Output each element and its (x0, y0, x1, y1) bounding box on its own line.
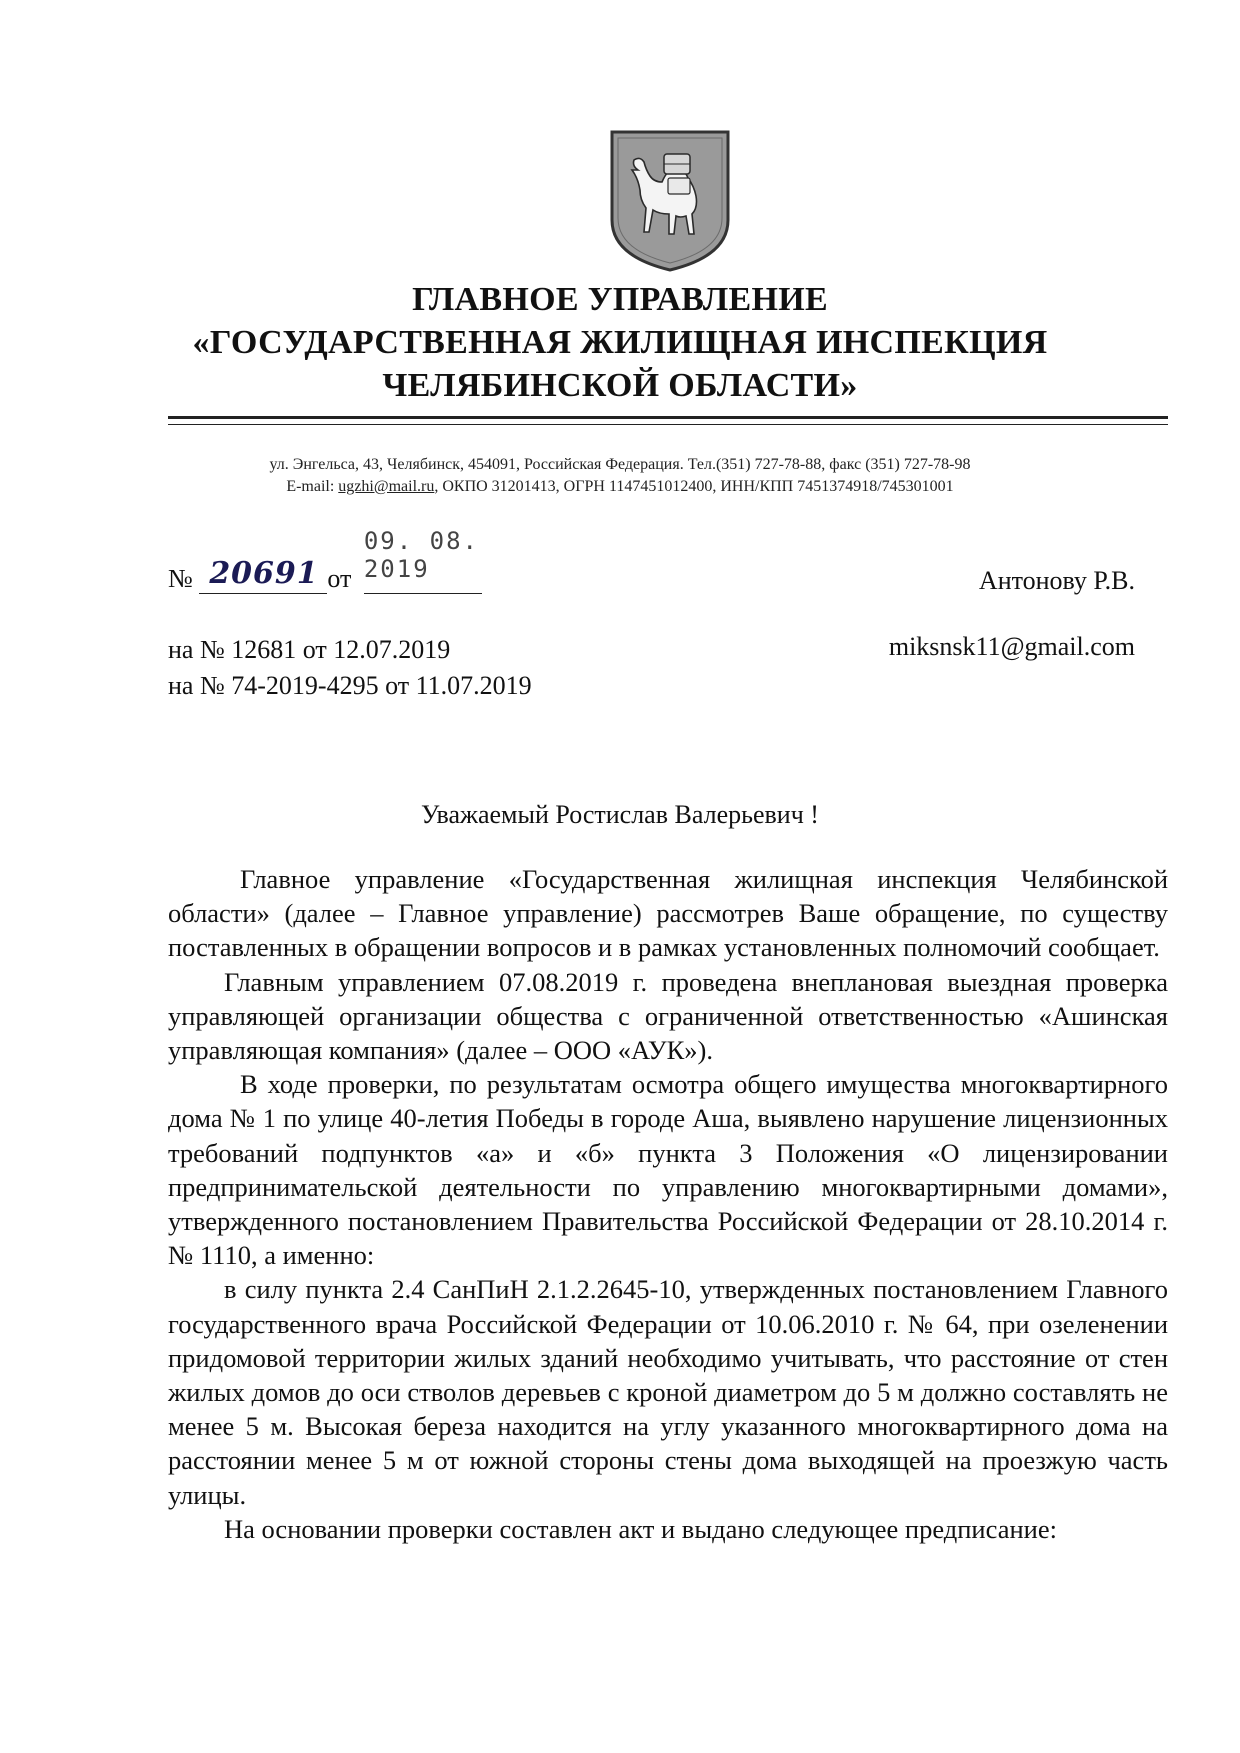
body-paragraph: Главное управление «Государственная жилищная инспекция Челябинской области» (далее – Главное управление) рассмотрев Ваше обращение, по существу поставленных в обращении вопросов и в рамках установленных полномочий сообщает. (168, 864, 1168, 963)
org-email-link[interactable]: ugzhi@mail.ru (338, 478, 435, 495)
handwritten-number: 20691 (209, 556, 319, 591)
requisites-text: , ОКПО 31201413, ОГРН 1147451012400, ИНН/КПП 7451374918/745301001 (434, 478, 954, 495)
date-label: от (327, 564, 352, 593)
requisites-line (0, 476, 1240, 498)
body-paragraph: Главным управлением 07.08.2019 г. проведена внеплановая выездная проверка управляющей организации общества с ограниченной ответственностью «Ашинская управляющая компания» (далее – ООО «АУК»). (168, 966, 1168, 1066)
recipient-email: miksnsk11@gmail.com (888, 632, 1135, 661)
recipient-name: Антонову Р.В. (978, 566, 1135, 595)
email-prefix: E-mail: (286, 478, 339, 495)
org-title-line-2: «ГОСУДАРСТВЕННАЯ ЖИЛИЩНАЯ ИНСПЕКЦИЯ (192, 324, 1048, 361)
date-stamp: 09. 08. 2019 (363, 527, 479, 583)
greeting: Уважаемый Ростислав Валерьевич ! (421, 800, 819, 829)
org-title-line-1: ГЛАВНОЕ УПРАВЛЕНИЕ (412, 281, 828, 318)
body-paragraph: На основании проверки составлен акт и выдано следующее предписание: (224, 1513, 1057, 1544)
letter-body (168, 862, 1168, 1546)
reference-item: на № 12681 от 12.07.2019 (168, 635, 451, 664)
contact-block (0, 454, 1240, 498)
body-paragraph: в силу пункта 2.4 СанПиН 2.1.2.2645-10, утвержденных постановлением Главного государственного врача Российской Федерации от 10.06.2010 г. № 64, при озеленении придомовой территории жилых зданий необходимо учитывать, что расстояние от стен жилых домов до оси стволов деревьев с кроной диаметром до 5 м должно составлять не менее 5 м. Высокая береза находится на углу указанного многоквартирного дома на расстоянии менее 5 м от южной стороны стены дома выходящей на проезжую часть улицы. (168, 1274, 1168, 1510)
number-label: № (168, 564, 193, 593)
date-field (363, 527, 482, 594)
reference-item: на № 74-2019-4295 от 11.07.2019 (168, 671, 532, 700)
body-paragraph: В ходе проверки, по результатам осмотра общего имущества многоквартирного дома № 1 по улице 40-летия Победы в городе Аша, выявлено нарушение лицензионных требований подпунктов «а» и «б» пункта 3 Положения «О лицензировании предпринимательской деятельности по управлению многоквартирными домами», утвержденного постановлением Правительства Российской Федерации от 28.10.2014 г. № 1110, а именно: (168, 1069, 1168, 1271)
organization-title (0, 278, 1240, 407)
registration-line (168, 527, 482, 597)
header-divider-thin (168, 424, 1168, 425)
chelyabinsk-camel-coat-of-arms-icon (608, 128, 732, 273)
reference-list (168, 632, 532, 704)
header-divider-thick (168, 416, 1168, 419)
org-title-line-3: ЧЕЛЯБИНСКОЙ ОБЛАСТИ» (382, 367, 858, 404)
address-line: ул. Энгельса, 43, Челябинск, 454091, Российская Федерация. Тел.(351) 727-78-88, факс (351) 727-78-98 (269, 456, 971, 473)
number-field (199, 556, 327, 594)
